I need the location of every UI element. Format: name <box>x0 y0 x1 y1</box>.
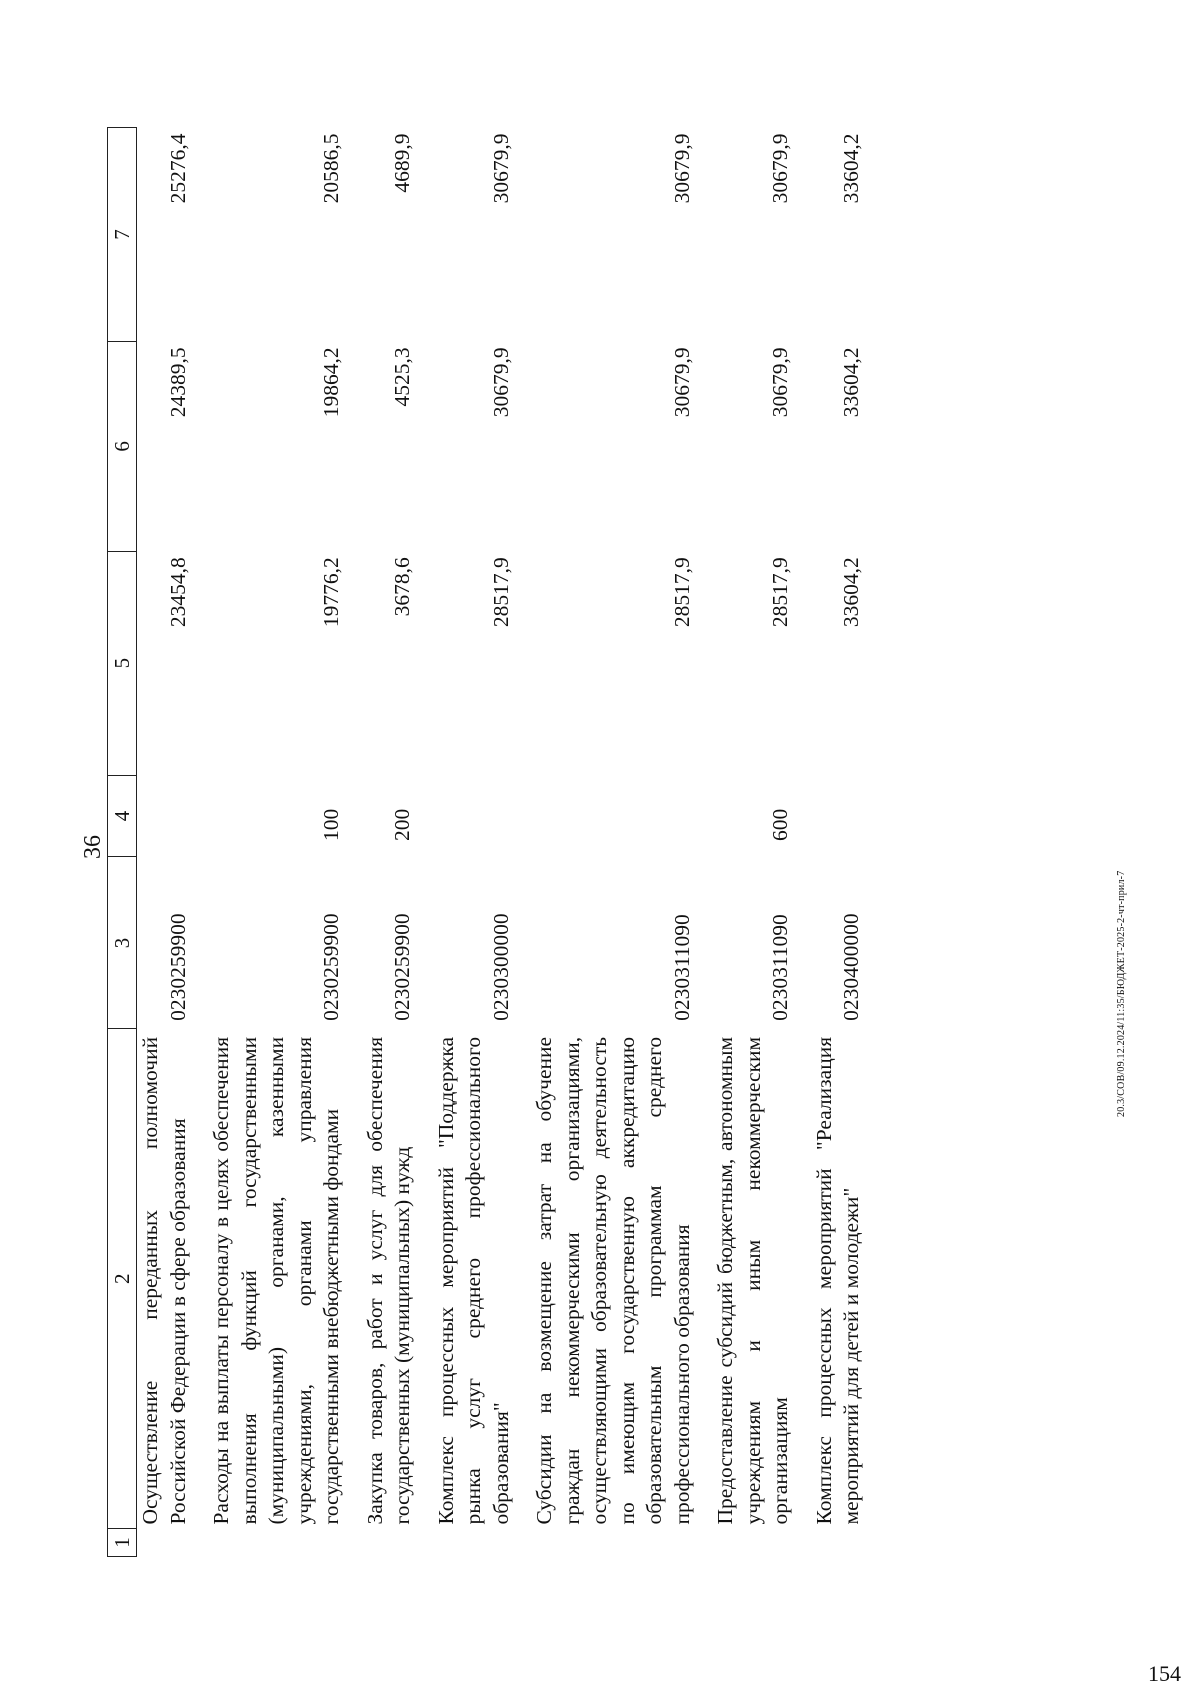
cell-expense-type <box>811 775 882 857</box>
cell-amount-6: 33604,2 <box>839 347 864 418</box>
cell-target-code: 0230311090 <box>669 914 694 1021</box>
cell-col-1 <box>208 1529 362 1557</box>
cell-target-code: 0230311090 <box>768 914 793 1021</box>
cell-amount-5: 28517,9 <box>768 557 793 628</box>
cell-expense-type <box>137 775 209 857</box>
budget-table <box>107 127 882 1557</box>
cell-expense-type <box>531 775 712 857</box>
cell-amount-5: 19776,2 <box>319 557 344 628</box>
header-col-1: 1 <box>108 1529 137 1557</box>
cell-expense-type: 600 <box>768 808 793 841</box>
table-row <box>811 128 882 1557</box>
table-row <box>531 128 712 1557</box>
cell-target-code: 0230300000 <box>488 913 513 1021</box>
header-col-5: 5 <box>108 551 137 775</box>
cell-expense-type <box>433 775 532 857</box>
cell-amount-5: 33604,2 <box>839 557 864 628</box>
table-body <box>137 128 882 1557</box>
page-number: 36 <box>80 835 106 859</box>
document-footer-code: 20.3/СОВ/09.12.2024/11:35/БЮДЖЕТ-2025-2-чт-прил-7 <box>1116 870 1127 1117</box>
cell-description: Предоставление субсидий бюджетным, автономным учреждениям и иным некоммерческим организациям <box>713 1036 793 1525</box>
sheet-number: 154 <box>1148 1661 1181 1686</box>
cell-description: Комплекс процессных мероприятий "Реализация мероприятий для детей и молодежи" <box>811 1036 864 1525</box>
header-col-7: 7 <box>108 128 137 342</box>
cell-amount-6: 30679,9 <box>669 347 694 418</box>
cell-description: Субсидии на возмещение затрат на обучение граждан некоммерческими организациями, осуществляющими образовательную деятельность по имеющим государственную аккредитацию образовательным программам среднего профессионального образования <box>532 1036 694 1525</box>
cell-amount-5: 3678,6 <box>390 557 415 617</box>
cell-col-1 <box>362 1529 433 1557</box>
cell-expense-type: 100 <box>319 808 344 841</box>
cell-amount-5: 23454,8 <box>165 557 190 628</box>
cell-amount-7: 30679,9 <box>669 133 694 204</box>
cell-col-1 <box>531 1529 712 1557</box>
table-row <box>362 128 433 1557</box>
cell-description: Комплекс процессных мероприятий "Поддержка рынка услуг среднего профессионального образования" <box>433 1036 513 1525</box>
cell-col-1 <box>811 1529 882 1557</box>
cell-expense-type: 200 <box>390 808 415 841</box>
table-row <box>208 128 362 1557</box>
cell-amount-5: 28517,9 <box>488 557 513 628</box>
header-col-6: 6 <box>108 341 137 551</box>
cell-amount-7: 20586,5 <box>319 133 344 204</box>
cell-amount-6: 4525,3 <box>390 347 415 407</box>
cell-description: Закупка товаров, работ и услуг для обеспечения государственных (муниципальных) нужд <box>362 1036 415 1525</box>
table-row <box>712 128 811 1557</box>
table-row <box>433 128 532 1557</box>
cell-col-1 <box>433 1529 532 1557</box>
cell-amount-6: 24389,5 <box>165 347 190 418</box>
table-row <box>137 128 209 1557</box>
cell-amount-6: 30679,9 <box>488 347 513 418</box>
header-col-4: 4 <box>108 775 137 857</box>
cell-amount-7: 30679,9 <box>488 133 513 204</box>
cell-amount-6: 30679,9 <box>768 347 793 418</box>
cell-target-code: 0230259900 <box>390 913 415 1021</box>
cell-amount-5: 28517,9 <box>669 557 694 628</box>
cell-amount-7: 4689,9 <box>390 133 415 193</box>
cell-amount-6: 19864,2 <box>319 347 344 418</box>
cell-target-code: 0230259900 <box>319 913 344 1021</box>
table-header <box>108 128 137 1557</box>
cell-description: Расходы на выплаты персоналу в целях обеспечения выполнения функций государственными (муниципальными) органами, казенными учреждениями, органами управления государственными внебюджетными фондами <box>209 1036 344 1525</box>
cell-amount-7: 30679,9 <box>768 133 793 204</box>
header-col-3: 3 <box>108 857 137 1029</box>
header-row <box>108 128 137 1557</box>
cell-description: Осуществление переданных полномочий Российской Федерации в сфере образования <box>138 1036 190 1525</box>
header-col-2: 2 <box>108 1029 137 1529</box>
cell-col-1 <box>712 1529 811 1557</box>
cell-amount-7: 33604,2 <box>839 133 864 204</box>
cell-amount-7: 25276,4 <box>165 133 190 204</box>
cell-col-1 <box>137 1529 209 1557</box>
cell-target-code: 0230259900 <box>165 913 190 1021</box>
cell-target-code: 0230400000 <box>839 913 864 1021</box>
